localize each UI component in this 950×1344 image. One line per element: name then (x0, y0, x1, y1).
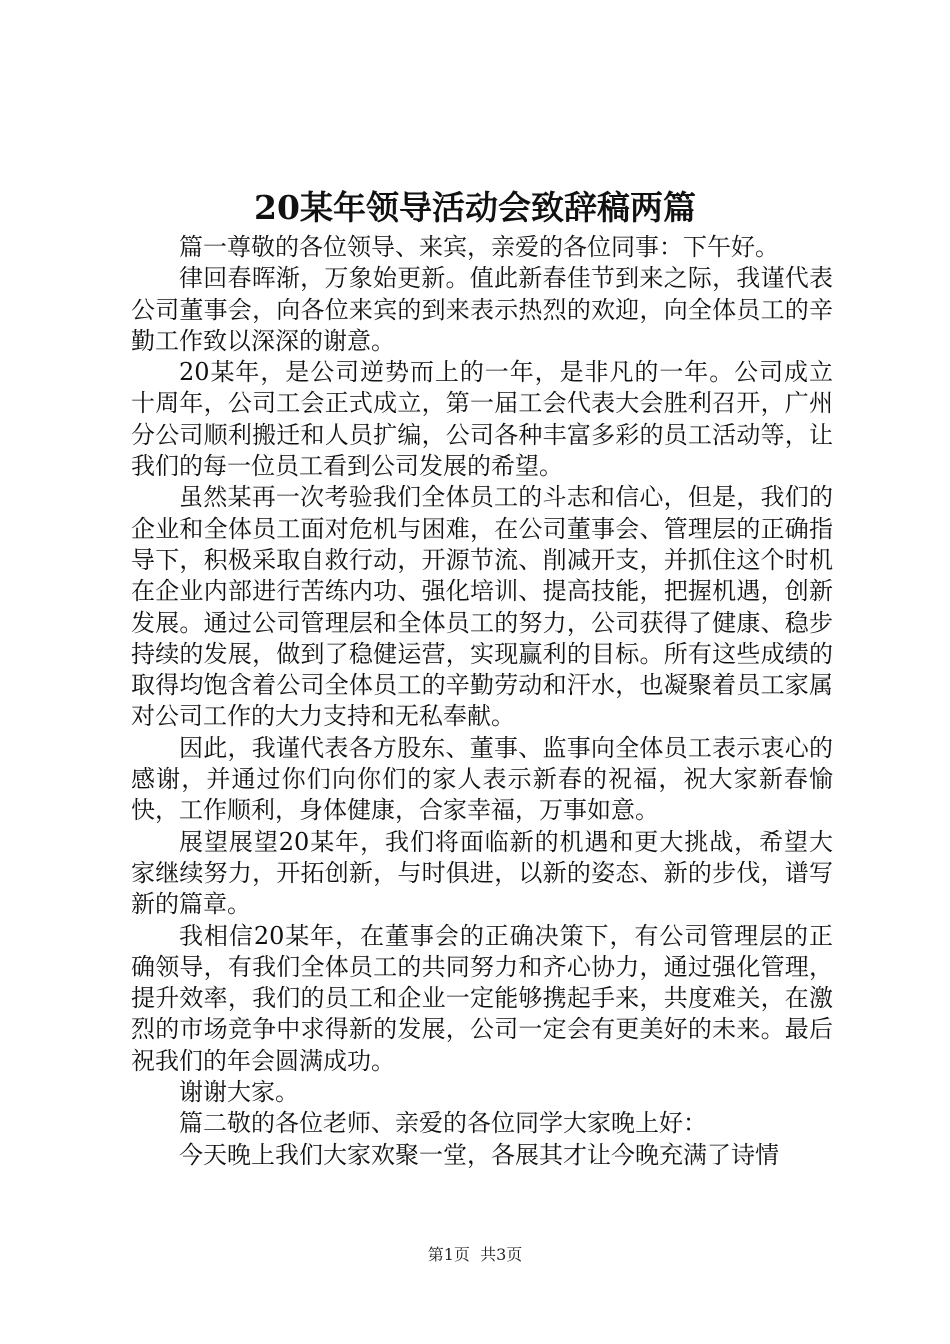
document-title: 20某年领导活动会致辞稿两篇 (254, 188, 696, 227)
paragraph-1: 篇一尊敬的各位领导、来宾，亲爱的各位同事：下午好。 (179, 233, 779, 261)
paragraph-2: 律回春晖渐，万象始更新。值此新春佳节到来之际，我谨代表公司董事会，向各位来宾的到来表示热烈的欢迎，向全体员工的辛勤工作致以深深的谢意。 (131, 264, 833, 355)
page-footer (0, 1244, 950, 1266)
page-total: 共3页 (480, 1245, 523, 1264)
page-number: 第1页 (427, 1245, 470, 1264)
paragraph-6: 展望展望20某年，我们将面临新的机遇和更大挑战，希望大家继续努力，开拓创新，与时俱进，以新的姿态、新的步伐，谱写新的篇章。 (131, 827, 833, 919)
document-body (131, 232, 833, 1171)
paragraph-3: 20某年，是公司逆势而上的一年，是非凡的一年。公司成立十周年，公司工会正式成立，第一届工会代表大会胜利召开，广州分公司顺利搬迁和人员扩编，公司各种丰富多彩的员工活动等，让我们的每一位员工看到公司发展的希望。 (131, 358, 833, 481)
paragraph-10: 今天晚上我们大家欢聚一堂，各展其才让今晚充满了诗情 (179, 1140, 779, 1169)
paragraph-7: 我相信20某年，在董事会的正确决策下，有公司管理层的正确领导，有我们全体员工的共同努力和齐心协力，通过强化管理，提升效率，我们的员工和企业一定能够携起手来，共度难关，在激烈的市场竞争中求得新的发展，公司一定会有更美好的未来。最后祝我们的年会圆满成功。 (131, 921, 833, 1075)
paragraph-9: 篇二敬的各位老师、亲爱的各位同学大家晚上好： (179, 1109, 707, 1138)
paragraph-8: 谢谢大家。 (179, 1078, 299, 1107)
paragraph-4: 虽然某再一次考验我们全体员工的斗志和信心，但是，我们的企业和全体员工面对危机与困难，在公司董事会、管理层的正确指导下，积极采取自救行动，开源节流、削减开支，并抓住这个时机在企业内部进行苦练内功、强化培训、提高技能，把握机遇，创新发展。通过公司管理层和全体员工的努力，公司获得了健康、稳步持续的发展，做到了稳健运营，实现赢利的目标。所有这些成绩的取得均饱含着公司全体员工的辛勤劳动和汗水，也凝聚着员工家属对公司工作的大力支持和无私奉献。 (131, 483, 833, 731)
paragraph-5: 因此，我谨代表各方股东、董事、监事向全体员工表示衷心的感谢，并通过你们向你们的家人表示新春的祝福，祝大家新春愉快，工作顺利，身体健康，合家幸福，万事如意。 (131, 733, 833, 825)
